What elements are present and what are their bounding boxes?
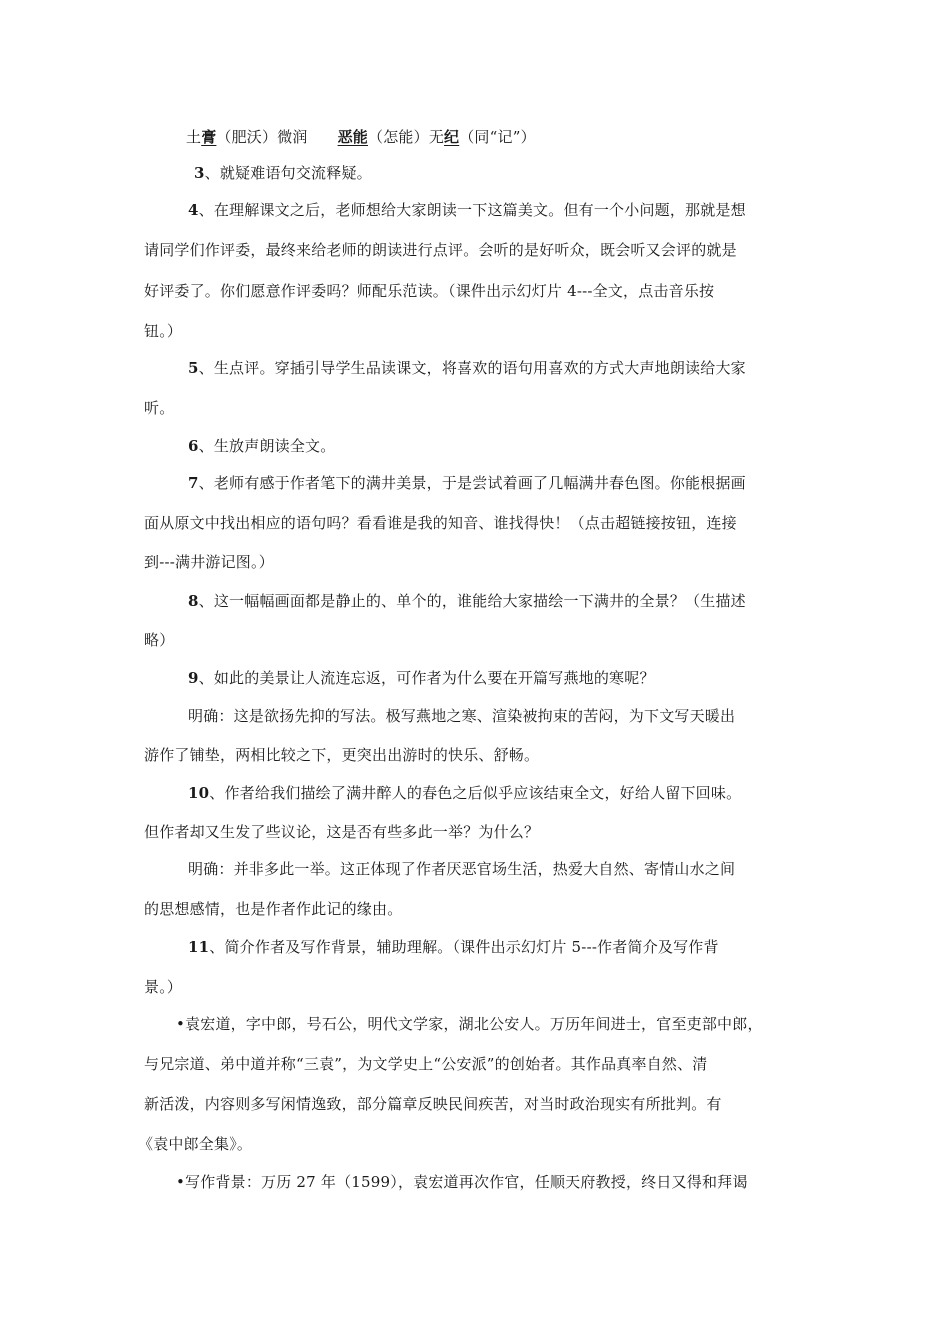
item-8-number: 8: [188, 592, 199, 610]
item-4-line-3: 好评委了。你们愿意作评委吗？师配乐范读。（课件出示幻灯片 4---全文，点击音乐按: [144, 282, 715, 300]
item-5-text-1: 、生点评。穿插引导学生品读课文，将喜欢的语句用喜欢的方式大声地朗读给大家: [198, 359, 746, 377]
item-11-text-1: 、简介作者及写作背景，辅助理解。（课件出示幻灯片 5---作者简介及写作背: [209, 938, 719, 956]
item-11-line-2: 景。）: [144, 978, 183, 996]
author-bullet-line-2: 与兄宗道、弟中道并称“三袁”，为文学史上“公安派”的创始者。其作品真率自然、清: [144, 1055, 708, 1073]
item-8-text-1: 、这一幅幅画面都是静止的、单个的，谁能给大家描绘一下满井的全景？（生描述: [198, 592, 746, 610]
item-11-number: 11: [188, 938, 210, 956]
item-5-line-1: [188, 358, 746, 378]
item-8-line-2: 略）: [144, 631, 175, 649]
item-4-number: 4: [188, 201, 199, 219]
item-6-text: 、生放声朗读全文。: [198, 437, 336, 455]
author-bullet-line-4: 《袁中郎全集》。: [138, 1135, 253, 1153]
vocab-word-1-note: （肥沃）微润: [216, 128, 308, 146]
item-10-text-1: 、作者给我们描绘了满井醉人的春色之后似乎应该结束全文，好给人留下回味。: [209, 784, 742, 802]
item-4-text-1: 、在理解课文之后，老师想给大家朗读一下这篇美文。但有一个小问题，那就是想: [198, 201, 746, 219]
item-7-number: 7: [188, 474, 199, 492]
vocab-word-3-note: （同“记”）: [459, 128, 536, 146]
item-9-line-1: [188, 668, 655, 688]
item-10-line-2: 但作者却又生发了些议论，这是否有些多此一举？为什么？: [144, 823, 540, 841]
item-7-line-2: 面从原文中找出相应的语句吗？看看谁是我的知音、谁找得快！（点击超链接按钮，连接: [144, 514, 737, 532]
item-9-answer-2: 游作了铺垫，两相比较之下，更突出出游时的快乐、舒畅。: [144, 746, 540, 764]
vocab-word-1: 土: [186, 128, 202, 146]
item-4-line-1: [188, 200, 746, 220]
item-5-line-2: 听。: [144, 399, 175, 417]
background-bullet-line-1: •写作背景：万历 27 年（1599），袁宏道再次作官，任顺天府教授，终日又得和拜谒: [176, 1173, 748, 1191]
item-4-line-4: 钮。）: [144, 322, 183, 340]
item-3: [194, 163, 372, 183]
item-6-number: 6: [188, 437, 199, 455]
item-6: [188, 436, 335, 456]
author-bullet-line-1: •袁宏道，字中郎，号石公，明代文学家，湖北公安人。万历年间进士，官至吏部中郎，: [176, 1015, 763, 1033]
item-9-number: 9: [188, 669, 199, 687]
item-3-text: 、就疑难语句交流释疑。: [204, 164, 372, 182]
item-10-number: 10: [188, 784, 210, 802]
item-7-text-1: 、老师有感于作者笔下的满井美景，于是尝试着画了几幅满井春色图。你能根据画: [198, 474, 746, 492]
item-3-number: 3: [194, 164, 205, 182]
item-7-line-1: [188, 473, 746, 493]
vocab-word-1-key: 膏: [201, 128, 217, 146]
item-10-answer-2: 的思想感情，也是作者作此记的缘由。: [144, 900, 403, 918]
item-8-line-1: [188, 591, 746, 611]
item-7-line-3: 到---满井游记图。）: [144, 553, 274, 571]
item-4-line-2: 请同学们作评委，最终来给老师的朗读进行点评。会听的是好听众，既会听又会评的就是: [144, 241, 737, 259]
vocab-word-2-key: 恶能: [337, 128, 369, 146]
item-9-text-1: 、如此的美景让人流连忘返，可作者为什么要在开篇写燕地的寒呢？: [198, 669, 655, 687]
item-9-answer-1: 明确：这是欲扬先抑的写法。极写燕地之寒、渲染被拘束的苦闷，为下文写天暖出: [188, 707, 736, 725]
vocab-line: [186, 127, 536, 147]
vocab-word-3-key: 纪: [444, 128, 460, 146]
item-10-line-1: [188, 783, 741, 803]
item-10-answer-1: 明确：并非多此一举。这正体现了作者厌恶官场生活，热爱大自然、寄情山水之间: [188, 860, 736, 878]
author-bullet-line-3: 新活泼，内容则多写闲情逸致，部分篇章反映民间疾苦，对当时政治现实有所批判。有: [144, 1095, 722, 1113]
item-11-line-1: [188, 937, 719, 957]
item-5-number: 5: [188, 359, 199, 377]
vocab-word-2-note: （怎能）无: [368, 128, 445, 146]
